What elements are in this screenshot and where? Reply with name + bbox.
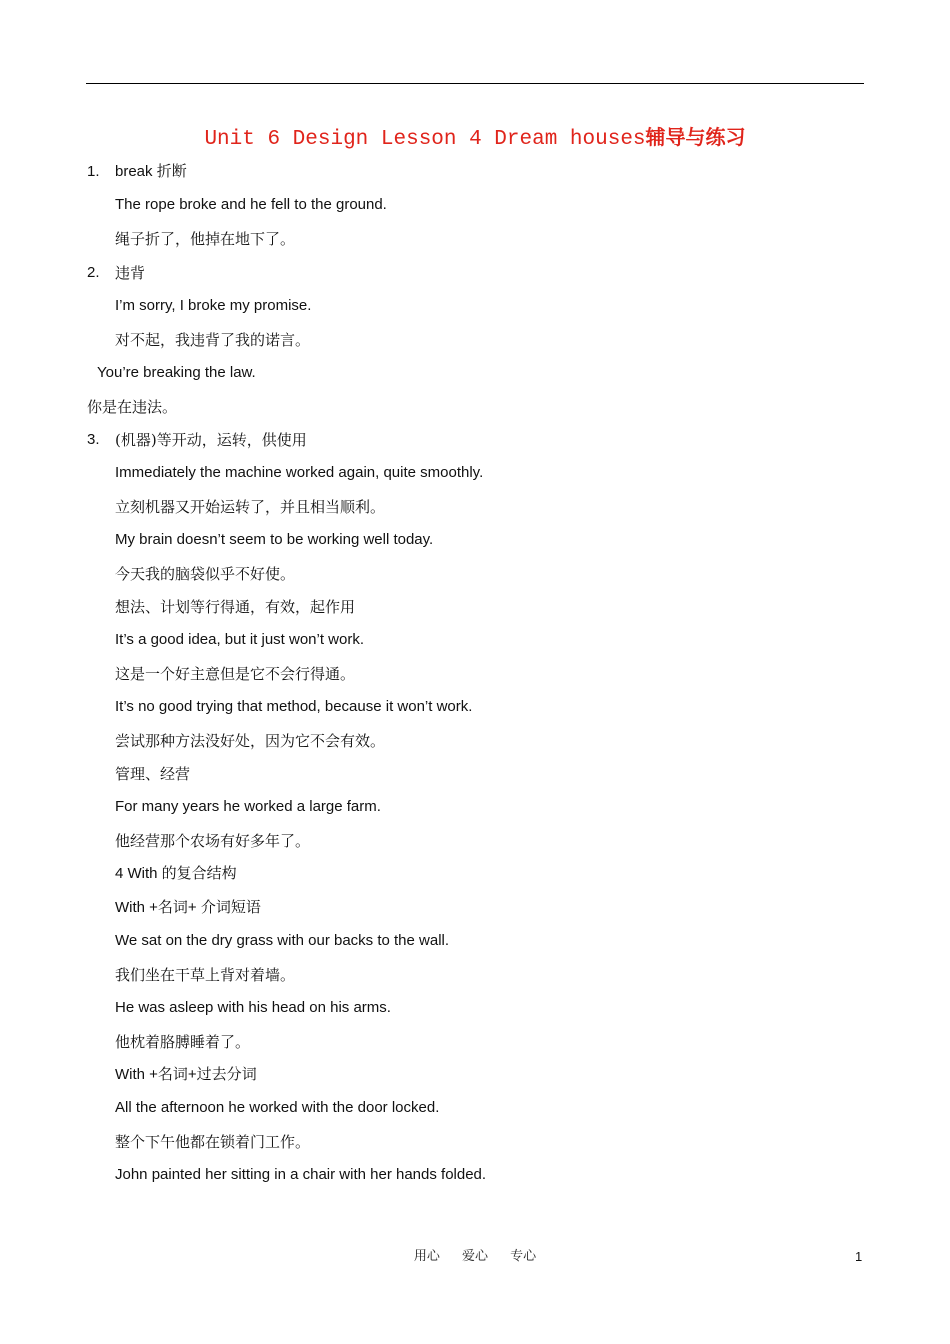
translation-line: 立刻机器又开始运转了，并且相当顺利。 — [115, 498, 386, 516]
example-line: All the afternoon he worked with the door locked. — [115, 1099, 440, 1116]
item-number-1: 1. — [87, 163, 100, 180]
item-heading-2: 违背 — [115, 264, 146, 282]
example-line: John painted her sitting in a chair with her hands folded. — [115, 1166, 487, 1183]
title-chinese: 辅导与练习 — [645, 125, 746, 149]
translation-line: 整个下午他都在锁着门工作。 — [115, 1133, 311, 1151]
translation-line: 他枕着胳膊睡着了。 — [115, 1033, 251, 1051]
translation-line: 对不起，我违背了我的诺言。 — [115, 331, 311, 349]
item-number-2: 2. — [87, 264, 100, 281]
example-line: For many years he worked a large farm. — [115, 798, 381, 815]
example-line: He was asleep with his head on his arms. — [115, 999, 391, 1016]
translation-line: 绳子折了，他掉在地下了。 — [115, 230, 296, 248]
translation-line: 尝试那种方法没好处，因为它不会有效。 — [115, 732, 386, 750]
page-footer: 用心 爱心 专心 — [413, 1249, 537, 1264]
pattern-heading: With +名词+ 介词短语 — [115, 899, 261, 916]
example-line: You’re breaking the law. — [97, 364, 256, 381]
sense-heading: 管理、经营 — [115, 765, 191, 783]
sense-heading: 想法、计划等行得通，有效，起作用 — [115, 598, 356, 616]
example-line: I’m sorry, I broke my promise. — [115, 297, 312, 314]
example-line: It’s no good trying that method, because it won’t work. — [115, 698, 473, 715]
translation-line: 我们坐在干草上背对着墙。 — [115, 966, 296, 984]
example-line: It’s a good idea, but it just won’t work. — [115, 631, 365, 648]
translation-line: 今天我的脑袋似乎不好使。 — [115, 565, 296, 583]
example-line: My brain doesn’t seem to be working well today. — [115, 531, 434, 548]
item-number-3: 3. — [87, 431, 100, 448]
document-title — [0, 122, 950, 155]
example-line: The rope broke and he fell to the ground. — [115, 196, 387, 213]
translation-line: 这是一个好主意但是它不会行得通。 — [115, 665, 356, 683]
item-heading-3: (机器)等开动，运转，供使用 — [115, 431, 307, 449]
translation-line: 他经营那个农场有好多年了。 — [115, 832, 311, 850]
title-english: Unit 6 Design Lesson 4 Dream houses — [204, 128, 646, 151]
pattern-heading: With +名词+过去分词 — [115, 1066, 257, 1083]
page-number: 1 — [855, 1249, 863, 1264]
header-rule — [86, 83, 864, 84]
item-heading-1: break 折断 — [115, 163, 187, 180]
translation-line: 你是在违法。 — [87, 398, 178, 416]
example-line: We sat on the dry grass with our backs to the wall. — [115, 932, 450, 949]
section-heading: 4 With 的复合结构 — [115, 865, 237, 882]
example-line: Immediately the machine worked again, quite smoothly. — [115, 464, 484, 481]
